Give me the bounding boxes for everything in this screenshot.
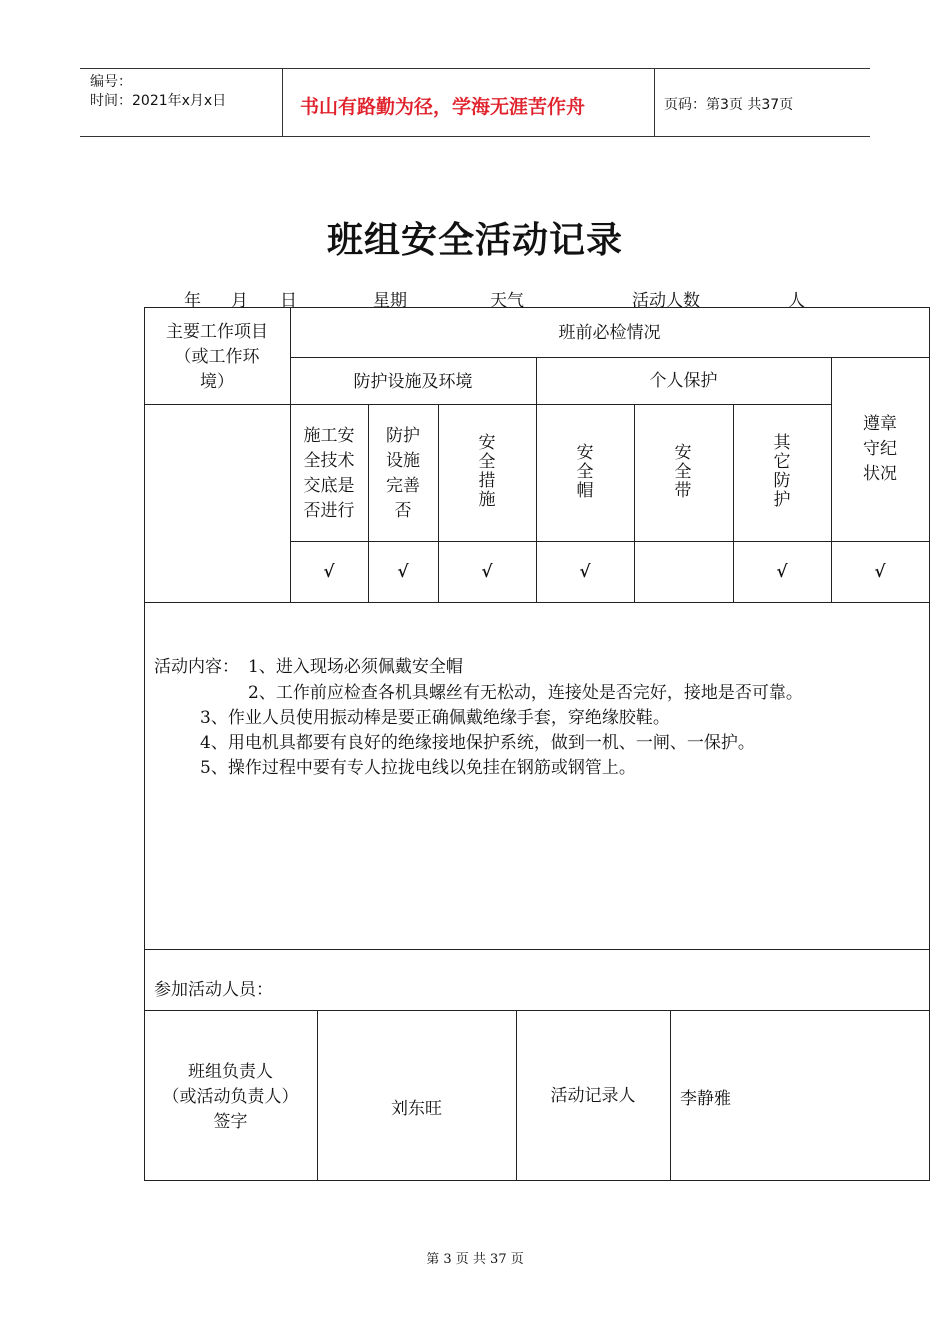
header-number-label: 编号： [90,74,132,90]
check-other: √ [776,562,788,582]
participants-label: 参加活动人员： [154,980,273,1000]
table-rule-participants-bottom [144,1010,929,1011]
discipline-line-2: 守纪 [863,439,897,459]
check-facility: √ [397,562,409,582]
table-col-divider-b [438,404,439,602]
table-rule-checks [290,541,929,542]
table-bottom-border [144,1180,929,1181]
leader-label [144,1060,317,1135]
col-briefing-line-4: 否进行 [303,501,355,521]
precheck-header: 班前必检情况 [558,323,661,343]
col-other-header: 其它防护 [773,433,791,510]
check-helmet: √ [579,562,591,582]
activity-item-4: 4、用电机具都要有良好的绝缘接地保护系统，做到一机、一闸、一保护。 [200,733,755,753]
page-title: 班组安全活动记录 [326,220,623,261]
sig-divider-1 [317,1010,318,1180]
table-rule-header-bottom [144,404,290,405]
activity-item-2: 2、工作前应检查各机具螺丝有无松动，连接处是否完好，接地是否可靠。 [248,683,803,703]
leader-name: 刘东旺 [391,1099,442,1119]
meta-day: 日 [280,291,297,311]
main-project-line-1: 主要工作项目 [166,322,268,342]
header-motto: 书山有路勤为径，学海无涯苦作舟 [300,96,586,118]
col-briefing-line-1: 施工安 [303,426,355,446]
col-belt-header: 安全带 [674,443,692,501]
meta-attendance: 活动人数 [632,291,700,311]
table-col-divider-e [733,404,734,602]
activity-item-5: 5、操作过程中要有专人拉拢电线以免挂在钢筋或钢管上。 [200,758,636,778]
check-briefing: √ [323,562,335,582]
check-measures: √ [481,562,493,582]
table-left-border [144,307,145,1181]
recorder-name: 李静雅 [680,1089,731,1109]
header-time: 时间：2021年x月x日 [90,93,227,109]
check-discipline: √ [874,562,886,582]
sig-divider-3 [670,1010,671,1180]
meta-weekday: 星期 [373,291,407,311]
group-env-header: 防护设施及环境 [353,372,473,392]
recorder-label: 活动记录人 [550,1086,636,1106]
leader-label-line-1: 班组负责人 [188,1062,273,1082]
col-briefing-line-3: 交底是 [303,476,355,496]
meta-year: 年 [184,291,201,311]
table-col-divider-d [634,404,635,602]
header-bottom-rule [80,136,870,137]
activity-item-3: 3、作业人员使用振动棒是要正确佩戴绝缘手套，穿绝缘胶鞋。 [200,708,670,728]
col-measures-header: 安全措施 [478,433,496,510]
group-personal-header: 个人保护 [649,371,718,391]
leader-label-line-3: 签字 [213,1112,248,1132]
page-footer: 第 3 页 共 37 页 [426,1252,524,1267]
header-divider-1 [282,68,283,136]
main-project-line-2: （或工作环 [174,347,260,367]
col-facility-line-1: 防护 [386,426,420,446]
col-facility-line-2: 设施 [386,451,420,471]
meta-month: 月 [231,291,248,311]
meta-person-unit: 人 [788,291,805,311]
header-top-rule [80,68,870,69]
table-top-border [144,307,929,308]
header-page-info: 页码：第3页 共37页 [664,97,794,113]
meta-weather: 天气 [490,291,524,311]
col-helmet-header: 安全帽 [576,443,594,501]
discipline-header [831,412,929,487]
activity-label: 活动内容： [154,657,239,677]
activity-item-1: 1、进入现场必须佩戴安全帽 [248,657,463,677]
discipline-line-1: 遵章 [863,414,897,434]
table-rule-precheck [290,357,929,358]
leader-label-line-2: （或活动负责人） [162,1087,299,1107]
header-divider-2 [654,68,655,136]
discipline-line-3: 状况 [863,464,897,484]
col-facility-line-4: 否 [394,501,412,521]
main-project-label [144,320,290,395]
table-rule-section [144,602,929,603]
table-rule-subgroups [290,404,831,405]
col-briefing-header [290,424,368,524]
col-briefing-line-2: 全技术 [303,451,355,471]
main-project-line-3: 境） [200,372,234,392]
table-rule-activity-bottom [144,949,929,950]
col-facility-line-3: 完善 [386,476,420,496]
table-right-border [929,307,930,1181]
col-facility-header [368,424,438,524]
